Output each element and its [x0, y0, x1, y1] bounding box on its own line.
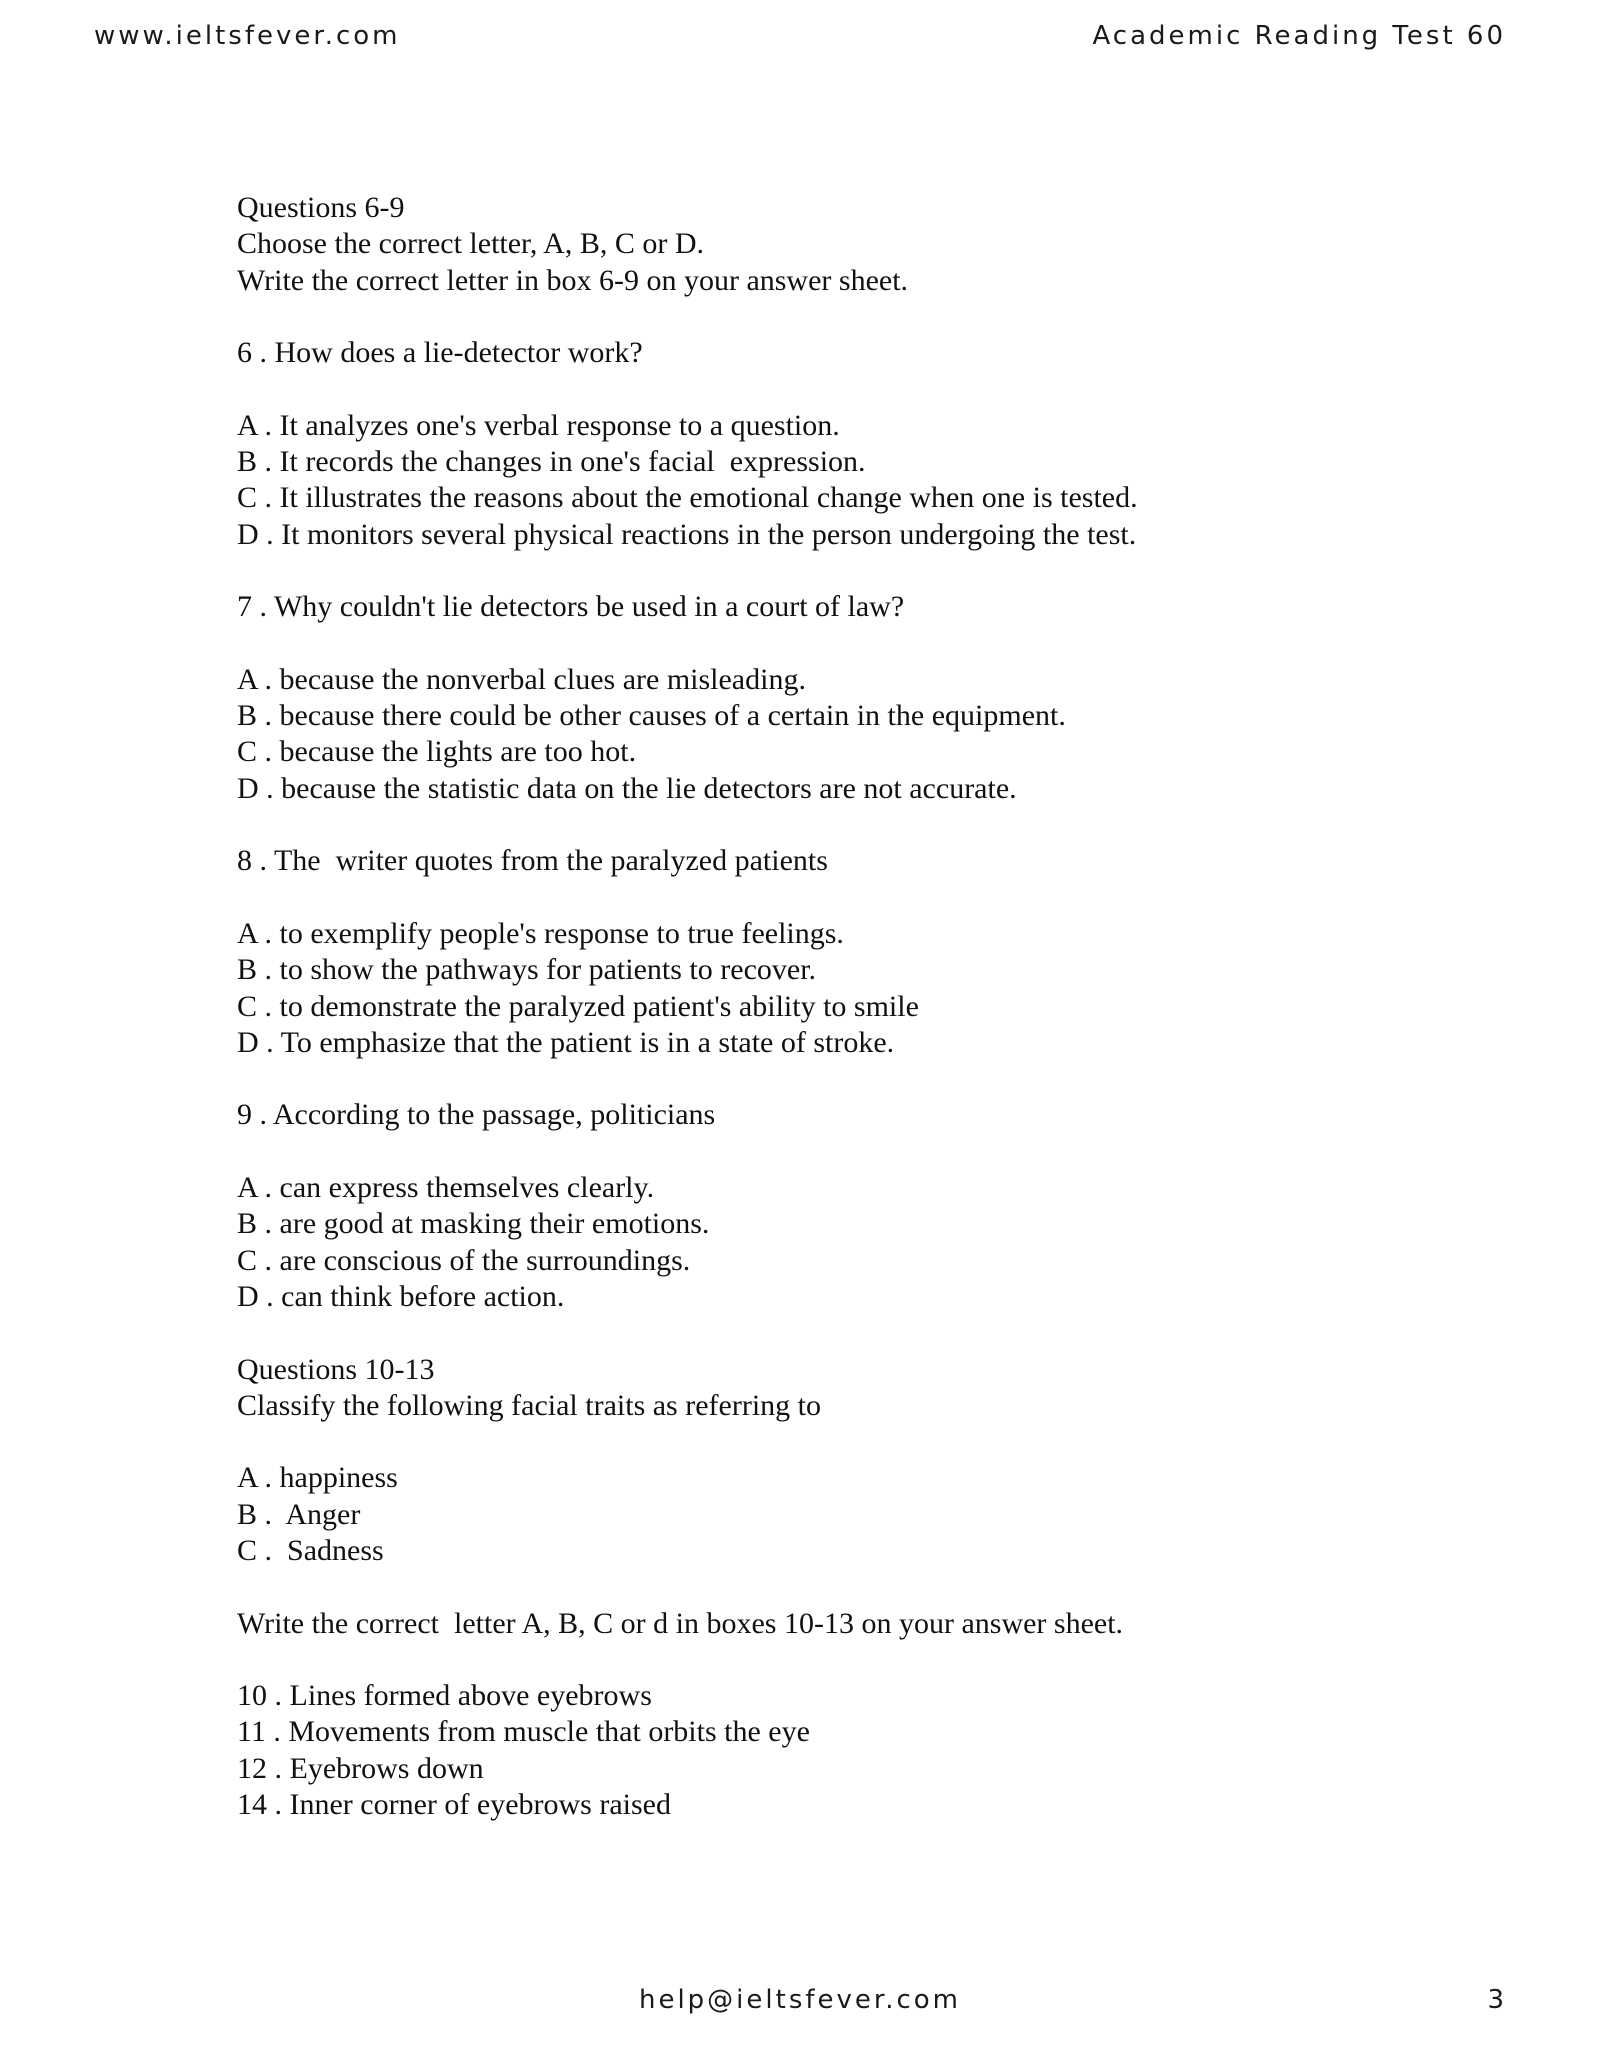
- footer-email: help@ieltsfever.com: [638, 1985, 961, 2015]
- answer-option: D . because the statistic data on the lie detectors are not accurate.: [237, 771, 1017, 805]
- trait-item: 10 . Lines formed above eyebrows: [237, 1679, 652, 1713]
- trait-item: 12 . Eyebrows down: [237, 1751, 484, 1785]
- answer-option: A . because the nonverbal clues are misleading.: [237, 662, 806, 696]
- question-block: [237, 335, 1437, 553]
- answer-option: C . are conscious of the surroundings.: [237, 1243, 691, 1277]
- question-block: [237, 1097, 1437, 1315]
- question-stem: 6 . How does a lie-detector work?: [237, 336, 643, 370]
- page-number: 3: [1487, 1985, 1504, 2015]
- answer-option: A . can express themselves clearly.: [237, 1171, 655, 1205]
- category-option: A . happiness: [237, 1461, 398, 1495]
- header-test-title: Academic Reading Test 60: [1092, 21, 1506, 51]
- answer-option: B . are good at masking their emotions.: [237, 1207, 710, 1241]
- answer-option: A . It analyzes one's verbal response to a question.: [237, 408, 840, 442]
- instruction-text: Classify the following facial traits as referring to: [237, 1388, 821, 1422]
- answer-option: C . It illustrates the reasons about the emotional change when one is tested.: [237, 481, 1138, 515]
- section-heading: Questions 6-9: [237, 191, 405, 224]
- header-site-url: www.ieltsfever.com: [94, 21, 401, 51]
- question-block: [237, 843, 1437, 1061]
- page-content: [237, 190, 1437, 1823]
- category-option: B . Anger: [237, 1497, 361, 1531]
- answer-option: C . to demonstrate the paralyzed patient's ability to smile: [237, 989, 919, 1023]
- answer-option: B . It records the changes in one's facial expression.: [237, 445, 866, 479]
- instruction-text: Write the correct letter A, B, C or d in boxes 10-13 on your answer sheet.: [237, 1606, 1124, 1640]
- instruction-text: Choose the correct letter, A, B, C or D.: [237, 227, 705, 261]
- answer-option: A . to exemplify people's response to true feelings.: [237, 916, 844, 950]
- answer-option: D . To emphasize that the patient is in a state of stroke.: [237, 1025, 895, 1059]
- section-heading: Questions 10-13: [237, 1352, 435, 1386]
- answer-option: B . to show the pathways for patients to recover.: [237, 953, 817, 987]
- category-option: C . Sadness: [237, 1533, 384, 1567]
- question-block: [237, 589, 1437, 807]
- trait-item: 14 . Inner corner of eyebrows raised: [237, 1788, 671, 1822]
- question-stem: 9 . According to the passage, politicians: [237, 1098, 716, 1132]
- trait-item: 11 . Movements from muscle that orbits the eye: [237, 1715, 810, 1749]
- question-stem: 7 . Why couldn't lie detectors be used in a court of law?: [237, 590, 905, 624]
- instruction-text: Write the correct letter in box 6-9 on your answer sheet.: [237, 263, 909, 297]
- answer-option: B . because there could be other causes of a certain in the equipment.: [237, 699, 1066, 733]
- answer-option: D . can think before action.: [237, 1279, 565, 1313]
- answer-option: D . It monitors several physical reactions in the person undergoing the test.: [237, 517, 1137, 551]
- question-stem: 8 . The writer quotes from the paralyzed patients: [237, 844, 828, 878]
- answer-option: C . because the lights are too hot.: [237, 735, 637, 769]
